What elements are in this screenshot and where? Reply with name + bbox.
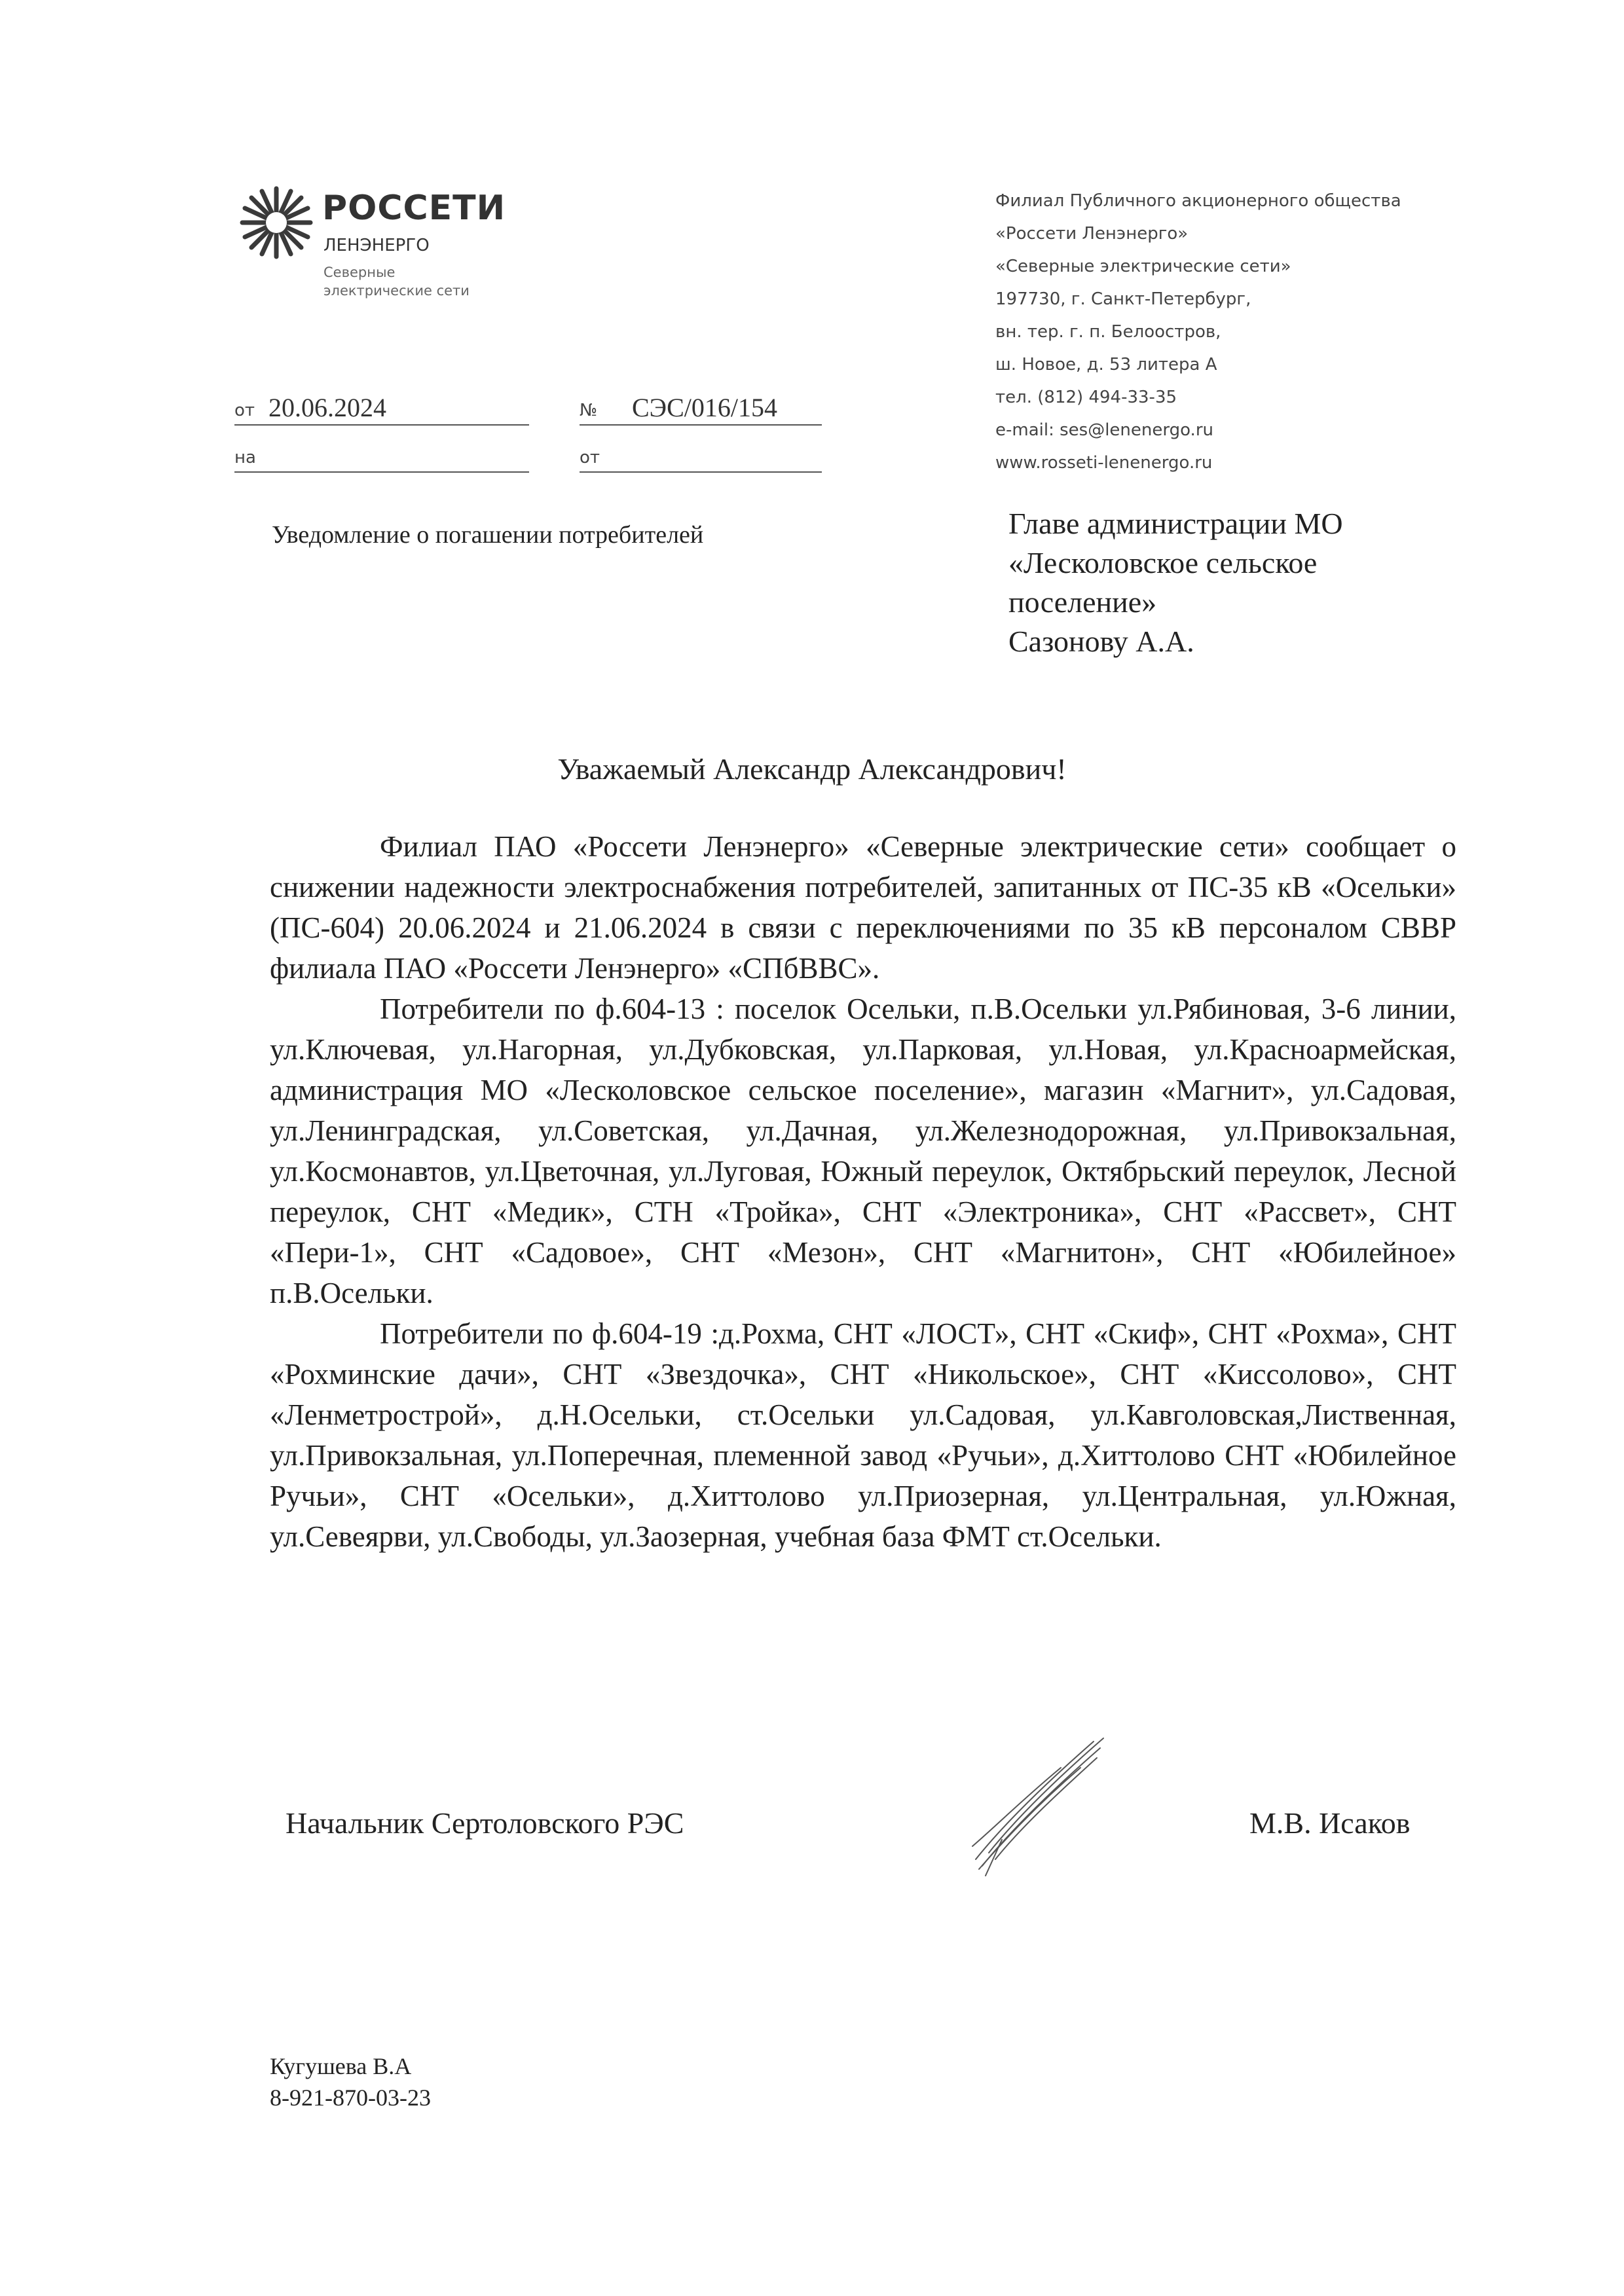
- addressee-block: [1008, 504, 1343, 661]
- underline: [580, 471, 822, 473]
- handwritten-signature: [963, 1728, 1120, 1886]
- letter-subject: Уведомление о погашении потребителей: [272, 521, 704, 549]
- signatory-title: Начальник Сертоловского РЭС: [286, 1806, 684, 1840]
- underline: [580, 424, 822, 426]
- addressee-line: «Лесколовское сельское: [1008, 546, 1318, 579]
- executor-info: [270, 2050, 431, 2113]
- salutation: Уважаемый Александр Александрович!: [557, 752, 1067, 786]
- letter-body: [270, 826, 1456, 1557]
- date-label: от: [234, 401, 255, 420]
- sender-line: ш. Новое, д. 53 литера А: [995, 355, 1217, 374]
- sender-line: «Северные электрические сети»: [995, 257, 1291, 276]
- sender-email: e-mail: ses@lenenergo.ru: [995, 420, 1213, 440]
- sender-line: «Россети Ленэнерго»: [995, 224, 1189, 244]
- reply-from-field: [580, 436, 822, 473]
- outgoing-number-field: [580, 389, 822, 426]
- executor-phone: 8-921-870-03-23: [270, 2085, 431, 2111]
- outgoing-date: 20.06.2024: [268, 393, 386, 422]
- sender-phone: тел. (812) 494-33-35: [995, 388, 1177, 407]
- body-paragraph: Потребители по ф.604-13 : поселок Осельки, п.В.Осельки ул.Рябиновая, 3-6 линии, ул.Ключевая, ул.Нагорная, ул.Дубковская, ул.Парковая, ул.Новая, ул.Красноармейская, администрация МО «Лесколовское сельское поселение», магазин «Магнит», ул.Садовая, ул.Ленинградская, ул.Советская, ул.Дачная, ул.Железнодорожная, ул.Привокзальная, ул.Космонавтов, ул.Цветочная, ул.Луговая, Южный переулок, Октябрьский переулок, Лесной переулок, СНТ «Медик», СТН «Тройка», СНТ «Электроника», СНТ «Рассвет», СНТ «Пери-1», СНТ «Садовое», СНТ «Мезон», СНТ «Магнитон», СНТ «Юбилейное» п.В.Осельки.: [270, 993, 1456, 1309]
- underline: [234, 424, 529, 426]
- reply-to-field: [234, 436, 529, 473]
- body-paragraph: Филиал ПАО «Россети Ленэнерго» «Северные электрические сети» сообщает о снижении надежности электроснабжения потребителей, запитанных от ПС-35 кВ «Осельки» (ПС-604) 20.06.2024 и 21.06.2024 в связи с переключениями по 35 кВ персоналом СВВР филиала ПАО «Россети Ленэнерго» «СПбВВС».: [270, 830, 1456, 985]
- number-label: №: [580, 401, 598, 420]
- rosseti-logo-icon: [237, 183, 316, 262]
- branch-name: [323, 263, 470, 300]
- body-paragraph: Потребители по ф.604-19 :д.Рохма, СНТ «ЛОСТ», СНТ «Скиф», СНТ «Рохма», СНТ «Рохминские дачи», СНТ «Звездочка», СНТ «Никольское», СНТ «Киссолово», СНТ «Ленметрострой», д.Н.Осельки, ст.Осельки ул.Садовая, ул.Кавголовская,Лиственная, ул.Привокзальная, ул.Поперечная, племенной завод «Ручьи», д.Хиттолово СНТ «Юбилейное Ручьи», СНТ «Осельки», д.Хиттолово ул.Приозерная, ул.Центральная, ул.Южная, ул.Севеярви, ул.Свободы, ул.Заозерная, учебная база ФМТ ст.Осельки.: [270, 1317, 1456, 1553]
- company-logo: [237, 183, 512, 314]
- addressee-name: Сазонову А.А.: [1008, 625, 1194, 658]
- branch-line-2: электрические сети: [323, 283, 470, 299]
- reply-label: на: [234, 448, 256, 467]
- reply-from-label: от: [580, 448, 600, 467]
- sender-line: Филиал Публичного акционерного общества: [995, 191, 1401, 211]
- addressee-line: поселение»: [1008, 585, 1157, 619]
- sender-website: www.rosseti-lenenergo.ru: [995, 453, 1213, 473]
- signatory-name: М.В. Исаков: [1249, 1806, 1411, 1840]
- brand-name: РОССЕТИ: [322, 189, 506, 228]
- outgoing-number: СЭС/016/154: [632, 393, 777, 422]
- sender-line: вн. тер. г. п. Белоостров,: [995, 322, 1221, 342]
- subsidiary-name: ЛЕНЭНЕРГО: [323, 236, 430, 255]
- branch-line-1: Северные: [323, 264, 396, 280]
- underline: [234, 471, 529, 473]
- executor-name: Кугушева В.А: [270, 2053, 412, 2079]
- addressee-line: Главе администрации МО: [1008, 507, 1343, 540]
- sender-details: [995, 185, 1493, 479]
- outgoing-date-field: [234, 389, 529, 426]
- sender-line: 197730, г. Санкт-Петербург,: [995, 289, 1251, 309]
